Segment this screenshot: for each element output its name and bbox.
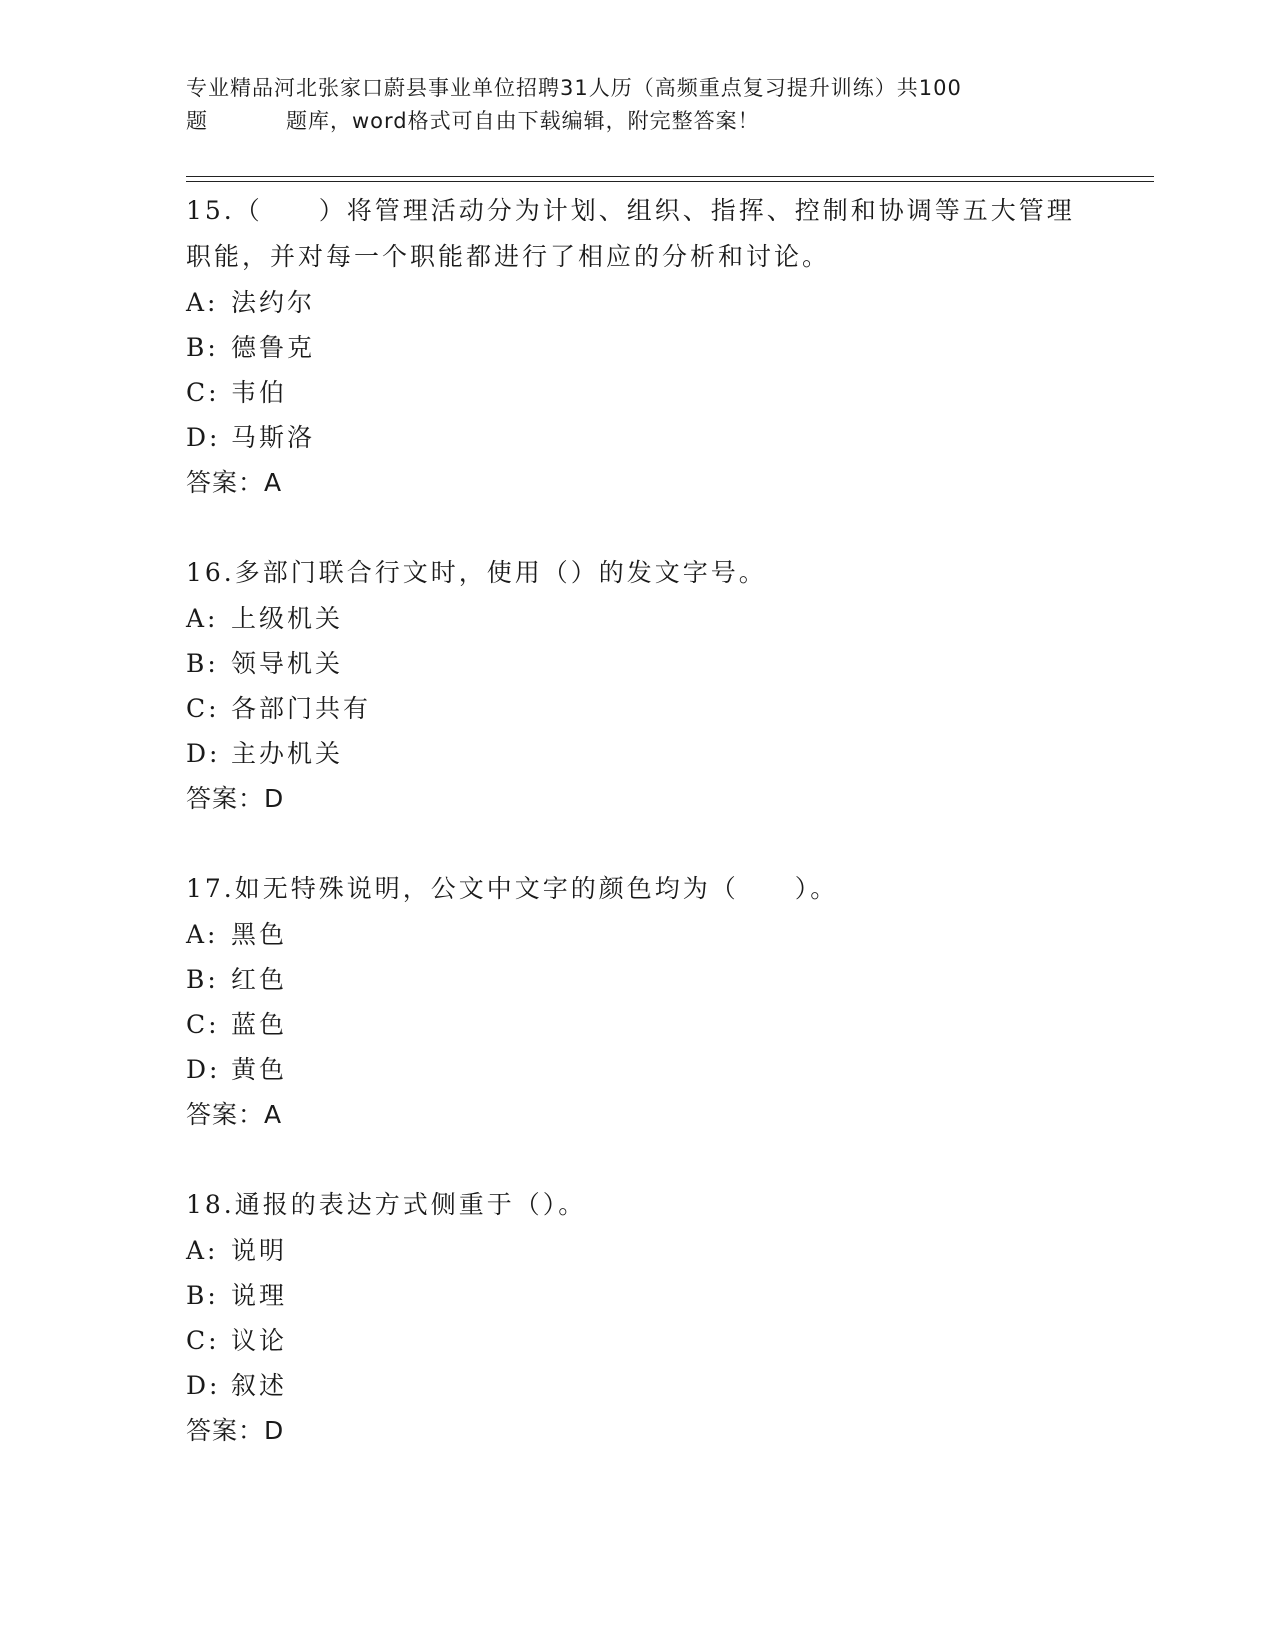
question-15 [186, 188, 1086, 505]
option-text: 上级机关 [231, 604, 344, 633]
option-c [186, 1318, 1086, 1363]
question-text: 16.多部门联合行文时，使用（）的发文字号。 [186, 558, 767, 587]
option-letter: D: [186, 1055, 221, 1084]
option-d [186, 1363, 1086, 1408]
option-text: 黑色 [231, 920, 288, 949]
option-c [186, 370, 1086, 415]
option-a [186, 912, 1086, 957]
question-18 [186, 1182, 1086, 1453]
header-title-line-2 [186, 105, 1066, 138]
option-letter: A: [186, 604, 219, 633]
answer-label: 答案：A [186, 1100, 283, 1129]
option-d [186, 1047, 1086, 1092]
option-text: 马斯洛 [231, 423, 316, 452]
option-letter: D: [186, 739, 221, 768]
option-letter: B: [186, 965, 219, 994]
option-text: 领导机关 [231, 649, 344, 678]
option-letter: C: [186, 1010, 220, 1039]
document-header [186, 72, 1066, 138]
option-a [186, 596, 1086, 641]
question-17 [186, 866, 1086, 1137]
option-letter: C: [186, 694, 220, 723]
header-title-line-2-text: 题库，word格式可自由下载编辑，附完整答案！ [286, 109, 760, 133]
option-text: 说理 [231, 1281, 288, 1310]
option-text: 蓝色 [231, 1010, 288, 1039]
option-b [186, 325, 1086, 370]
option-text: 议论 [231, 1326, 288, 1355]
question-text: 15.（ ）将管理活动分为计划、组织、指挥、控制和协调等五大管理职能，并对每一个职能都进行了相应的分析和讨论。 [186, 196, 1075, 271]
option-b [186, 641, 1086, 686]
option-d [186, 731, 1086, 776]
option-letter: B: [186, 333, 219, 362]
header-title-line-1: 专业精品河北张家口蔚县事业单位招聘31人历（高频重点复习提升训练）共100 [186, 76, 962, 100]
answer-label: 答案：D [186, 784, 285, 813]
header-divider-bottom [186, 181, 1154, 182]
option-text: 叙述 [231, 1371, 288, 1400]
option-letter: B: [186, 649, 219, 678]
option-letter: C: [186, 1326, 220, 1355]
option-a [186, 1228, 1086, 1273]
option-text: 法约尔 [231, 288, 316, 317]
answer-label: 答案：D [186, 1416, 285, 1445]
option-text: 红色 [231, 965, 288, 994]
answer-label: 答案：A [186, 468, 283, 497]
question-text: 17.如无特殊说明，公文中文字的颜色均为（ ）。 [186, 874, 839, 903]
option-text: 黄色 [231, 1055, 288, 1084]
option-letter: D: [186, 423, 221, 452]
option-letter: A: [186, 288, 219, 317]
header-divider-top [186, 176, 1154, 177]
option-c [186, 1002, 1086, 1047]
option-a [186, 280, 1086, 325]
option-d [186, 415, 1086, 460]
option-letter: B: [186, 1281, 219, 1310]
question-text: 18.通报的表达方式侧重于（）。 [186, 1190, 587, 1219]
option-letter: A: [186, 1236, 219, 1265]
option-text: 说明 [231, 1236, 288, 1265]
option-letter: A: [186, 920, 219, 949]
option-b [186, 957, 1086, 1002]
question-list [186, 188, 1086, 1498]
option-text: 各部门共有 [231, 694, 372, 723]
option-text: 韦伯 [231, 378, 288, 407]
question-16 [186, 550, 1086, 821]
option-b [186, 1273, 1086, 1318]
option-c [186, 686, 1086, 731]
option-letter: D: [186, 1371, 221, 1400]
header-title-line-2-prefix: 题 [186, 109, 208, 133]
option-letter: C: [186, 378, 220, 407]
option-text: 主办机关 [231, 739, 344, 768]
option-text: 德鲁克 [231, 333, 316, 362]
